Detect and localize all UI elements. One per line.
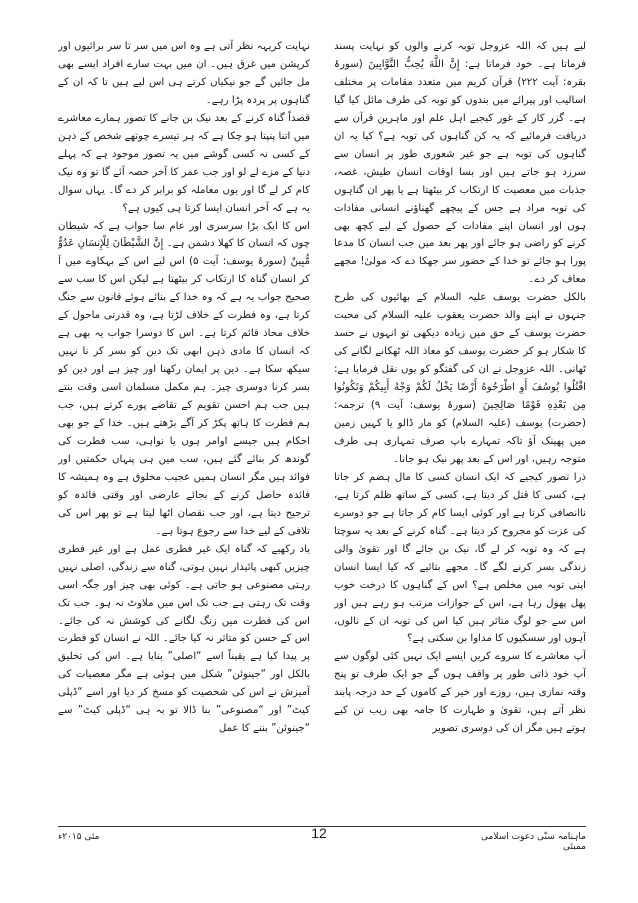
article-column-right: [334, 38, 586, 808]
footer-magazine-title: ماہنامہ سنّی دعوت اسلامی ممبئی: [481, 832, 586, 852]
paragraph: ذرا تصور کیجیے کہ ایک انسان کسی کا مال ہضم کر جاتا ہے، کسی کا قتل کر دیتا ہے، کسی کے ساتھ ظلم کرتا ہے، ناانصافی کرتا ہے اور کوئی ایسا کام کر جاتا ہے جو دوسرے کی عزت کو مجروح کر دیتا ہے۔ گناہ کرنے کے بعد یہ سوچتا ہے کہ وہ توبہ کر لے گا، نیک بن جائے گا اور تقویٰ والی زندگی بسر کرنے لگے گا۔ مجھے بتائیے کہ کیا ایسا انسان اپنی توبہ میں مخلص ہے؟ اس کے گناہوں کا درخت خوب پھل پھول رہا ہے، اس کے جوازات مرتب ہو رہے ہیں اور اس سے جو لوگ متاثر ہیں کیا اس کی توبہ ان کے نالوں، آہوں اور سسکیوں کا مداوا بن سکتی ہے؟: [334, 471, 586, 645]
paragraph: لیے ہیں کہ اللہ عزوجل توبہ کرنے والوں کو نہایت پسند فرماتا ہے۔ خود فرماتا ہے: إِنَّ اللَّهَ يُحِبُّ التَّوَّابِينَ (سورۂ بقرہ: آیت ۲۲۲) قرآن کریم میں متعدد مقامات پر مختلف اسالیب اور پیرائے میں بندوں کو توبہ کی طرف مائل کیا گیا ہے۔ گزر کار کے غور کیجیے اہل علم اور ماہرین قرآن سے دریافت فرمائیے کہ یہ کن گناہوں کی توبہ ہے؟ کیا یہ ان گناہوں کی توبہ ہے جو غیر شعوری طور پر انسان سے سرزد ہو جاتے ہیں اور بسا اوقات انسان طیش، غصہ، جذبات میں معصیت کا ارتکاب کر بیٹھتا ہے یا پھر ان گناہوں کی توبہ مراد ہے جس کے پیچھے گھناؤنے انسانی مفادات ہوں اور انسان اپنے مفادات کے حصول کے لیے کچھ بھی کرنے کو راضی ہو جائے اور پھر بعد میں جب انسان کا مدعا پورا ہو جائے تو خدا کے حضور سر جھکا دے کہ مولیٰ! مجھے معاف کر دے۔: [334, 41, 586, 286]
paragraph: بالکل حضرت یوسف علیہ السلام کے بھائیوں کی طرح جنہوں نے اپنے والد حضرت یعقوب علیہ السلام کی محبت حضرت یوسف کے حق میں زیادہ دیکھی تو انہوں نے حسد کا شکار ہو کر حضرت یوسف کو معاذ اللہ ٹھکانے لگانے کی ٹھانی۔ اللہ عزوجل نے ان کی گفتگو کو یوں نقل فرمایا ہے: اقْتُلُوا يُوسُفَ أَوِ اطْرَحُوهُ أَرْضًا يَخْلُ لَكُمْ وَجْهُ أَبِيكُمْ وَتَكُونُوا مِن بَعْدِهِ قَوْمًا صَالِحِينَ (سورۂ یوسف: آیت ۹) ترجمہ: (حضرت) یوسف (علیہ السلام) کو مار ڈالو یا کہیں زمین میں پھینک آؤ تاکہ تمہارے باپ صرف تمہاری ہی طرف متوجہ رہیں، اور اس کے بعد پھر نیک ہو جانا۔: [334, 292, 586, 465]
paragraph: اس کا ایک بڑا سرسری اور عام سا جواب ہے کہ شیطان چوں کہ انسان کا کھلا دشمن ہے۔ إِنَّ الشَّيْطَانَ لِلْإِنسَانِ عَدُوٌّ مُّبِينٌ (سورۂ یوسف: آیت ۵) اس لیے اس کے بہکاوے میں آ کر انسان گناہ کا ارتکاب کر بیٹھتا ہے لیکن اس کا سب سے صحیح جواب یہ ہے کہ وہ خدا کے بنائے ہوئے قانون سے جنگ کرتا ہے، وہ فطرت کے خلاف لڑتا ہے، وہ قدرتی ماحول کے خلاف محاذ قائم کرتا ہے۔ اس کا دوسرا جواب یہ بھی ہے کہ انسان کا مادی ذہن ابھی تک دین کو بسر کر نا نہیں سیکھ سکا ہے۔ دین پر ایمان رکھنا اور چیز ہے اور دین کو بسر کرنا دوسری چیز۔ ہم مکمل مسلمان اسی وقت بنتے ہیں جب ہم احسن تقویم کے تقاضے پورے کرتے ہیں، جب ہم فطرت کا ہاتھ پکڑ کر آگے بڑھتے ہیں۔ خدا کے جو بھی احکام ہیں جیسے اوامر ہوں یا نواہی، سب فطرت کی گوندھ کر بنائے گئے ہیں، سب میں ہی پنہاں حکمتیں اور فوائد ہیں مگر انسان ہمیں عجیب مخلوق ہے وہ ہمیشہ کا فائدہ حاصل کرنے کے بجائے عارضی اور وقتی فائدہ کو ترجیح دیتا ہے، اور جب نقصان اٹھا لیتا ہے تو پھر اس کی تلافی کے لیے خدا سے رجوع ہوتا ہے۔: [58, 220, 310, 537]
footer-issue-date: مئی ۲۰۱۵ء: [58, 832, 100, 842]
article-column-left: [58, 38, 310, 808]
paragraph: یاد رکھیے کہ گناہ ایک غیر فطری عمل ہے اور غیر فطری چیزیں کبھی پائیدار نہیں ہوتی، گناہ سے زندگی، اصلی نہیں رہتی مصنوعی ہو جاتی ہے۔ کوئی بھی چیز اور جگہ اسی وقت تک رہتی ہے جب تک اس میں ملاوٹ نہ ہو۔ جب تک اس کی فطرت میں زنگ لگانے کی کوشش نہ کی جائے۔ اس کے حسن کو متاثر نہ کیا جائے۔ اللہ نے انسان کو فطرت پر پیدا کیا ہے یقیناً اسے “اصلی” بنایا ہے۔ اس کی تخلیق بالکل اور “جینوئن” شکل میں ہوئی ہے مگر معصیات کی آمیزش نے اس کی شخصیت کو مسخ کر دیا اور اسے “ڈپلی کیٹ” اور “مصنوعی” بنا ڈالا تو بہ ہی “ڈپلی کیٹ” سے “جینوئن” بننے کا عمل: [58, 543, 310, 735]
paragraph: آپ معاشرے کا سروے کریں ایسے ایک نہیں کئی لوگوں سے آپ خود ذاتی طور پر واقف ہوں گے جو ایک طرف تو پنج وقتہ نمازی ہیں، روزے اور خیر کے کاموں کے حد درجہ پابند نظر آتے ہیں، تقویٰ و طہارت کا جامہ بھی زیب تن کیے ہوتے ہیں مگر ان کی دوسری تصویر: [334, 651, 586, 735]
page-number: 12: [311, 825, 327, 841]
paragraph: نہایت کریہہ نظر آتی ہے وہ اس میں سر تا سر برائیوں اور کرپشن میں غرق ہیں۔ ان میں بہت سارے افراد ایسے بھی مل جائیں گے جو نیکیاں کرتے ہی اس لیے ہیں تا کہ ان کے گناہوں پر پردہ پڑا رہے۔: [58, 41, 310, 106]
paragraph: قصداً گناہ کرنے کے بعد نیک بن جانے کا تصور ہمارے معاشرے میں اتنا پنپتا ہو چکا ہے کہ ہر تیسرے چوتھے شخص کے ذہن کے کسی نہ کسی گوشے میں یہ تصور موجود ہے کہ پہلے دنیا کے مزے لے لو اور جب عمر کا آخر حصہ آئے گا تو وہ نیک کام کر لے گا اور یوں معاملہ کو برابر کر دے گا۔ یہاں سوال یہ ہے کہ آخر انسان ایسا کرتا ہی کیوں ہے؟: [58, 112, 310, 214]
